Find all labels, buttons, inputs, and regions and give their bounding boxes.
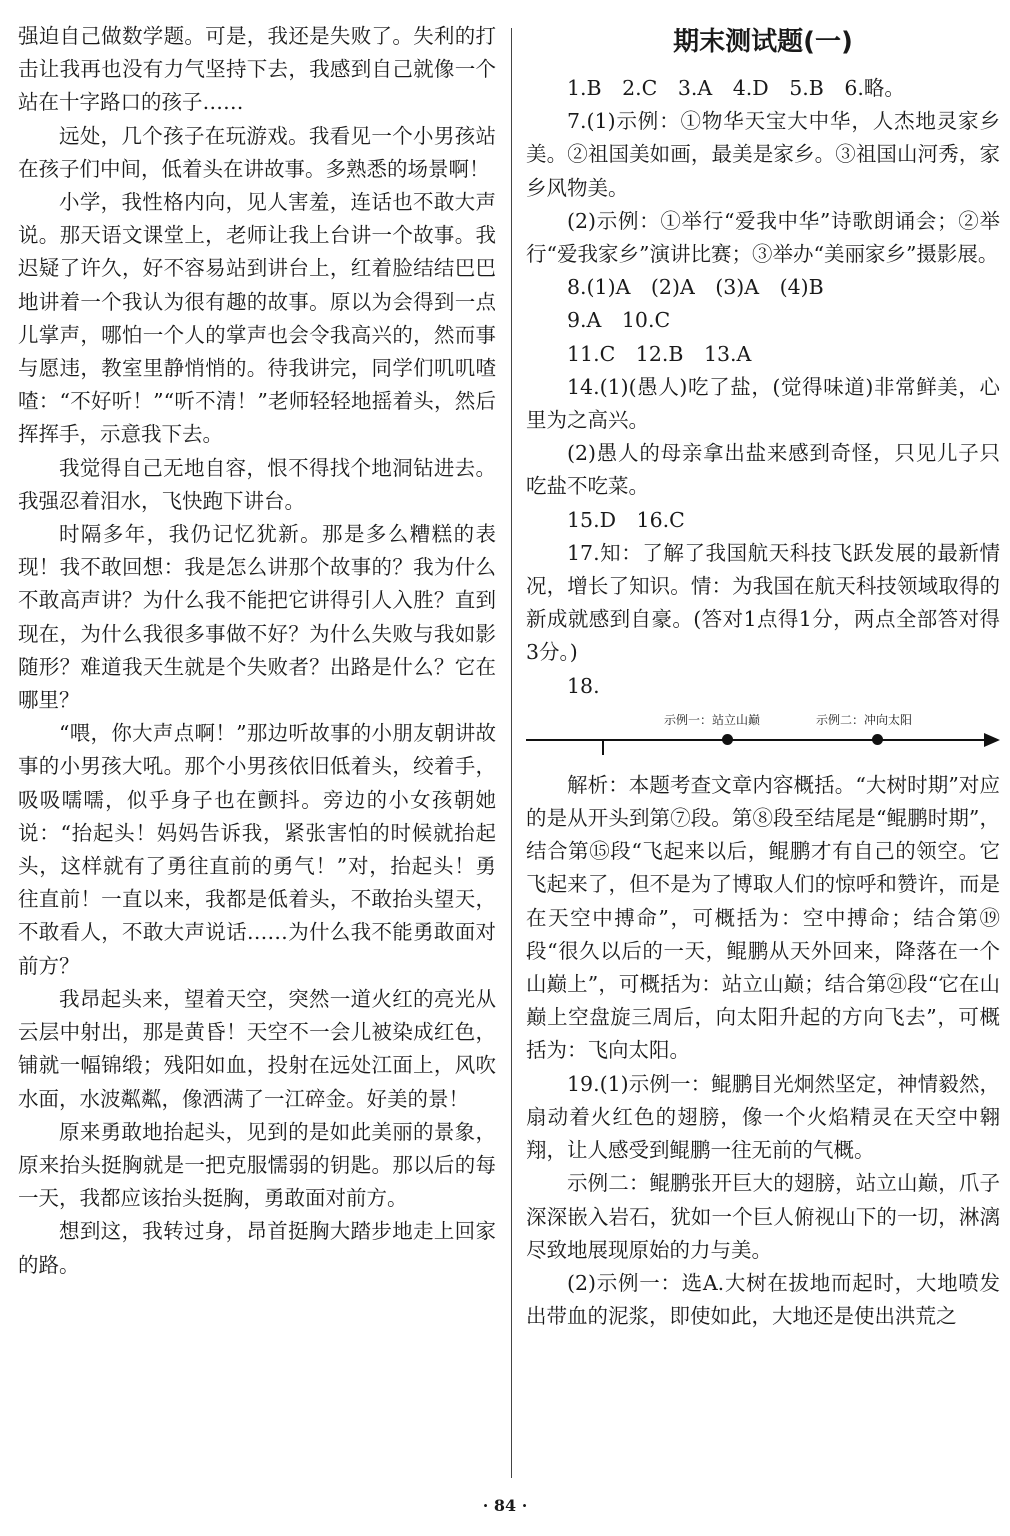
paragraph: 我昂起头来，望着天空，突然一道火红的亮光从云层中射出，那是黄昏！天空不一会儿被染成红色，铺就一幅锦缎；残阳如血，投射在远处江面上，风吹水面，水波粼粼，像洒满了一江碎金。好美的景！ [18,986,496,1111]
page-number: · 84 · [482,1496,528,1515]
paragraph: 原来勇敢地抬起头，见到的是如此美丽的景象，原来抬头挺胸就是一把克服懦弱的钥匙。那以后的每一天，我都应该抬头挺胸，勇敢面对前方。 [18,1119,496,1211]
paragraph: (2)愚人的母亲拿出盐来感到奇怪，只见儿子只吃盐不吃菜。 [526,441,1000,499]
column-divider [511,28,512,1478]
left-column [18,20,496,1282]
right-column [526,20,1000,1333]
paragraph: 19.(1)示例一：鲲鹏目光炯然坚定，神情毅然，扇动着火红色的翅膀，像一个火焰精灵在天空中翱翔，让人感受到鲲鹏一往无前的气概。 [526,1071,1000,1163]
paragraph: (2)示例一：选A.大树在拔地而起时，大地喷发出带血的泥浆，即使如此，大地还是使出洪荒之 [526,1270,1000,1329]
timeline-start-tick [602,739,604,755]
paragraph: 1.B 2.C 3.A 4.D 5.B 6.略。 [567,76,905,100]
paragraph: 18. [567,673,600,698]
paragraph: 小学，我性格内向，见人害羞，连话也不敢大声说。那天语文课堂上，老师让我上台讲一个故事。我迟疑了许久，好不容易站到讲台上，红着脸结结巴巴地讲着一个我认为很有趣的故事。原以为会得到一点儿掌声，哪怕一个人的掌声也会令我高兴的，然而事与愿违，教室里静悄悄的。待我讲完，同学们叽叽喳喳：“不好听！”“听不清！”老师轻轻地摇着头，然后挥挥手，示意我下去。 [18,190,496,447]
paragraph: 11.C 12.B 13.A [567,341,752,366]
timeline-label-two: 示例二：冲向太阳 [816,712,913,727]
section-title: 期末测试题(一) [673,27,853,57]
timeline-point-two [872,734,883,745]
paragraph: “喂，你大声点啊！”那边听故事的小朋友朝讲故事的小男孩大吼。那个小男孩依旧低着头，绞着手，吸吸嚅嚅，似乎身子也在颤抖。旁边的小女孩朝她说：“抬起头！妈妈告诉我，紧张害怕的时候就抬起头，这样就有了勇往直前的勇气！”对，抬起头！勇往直前！一直以来，我都是低着头，不敢抬头望天，不敢看人，不敢大声说话……为什么我不能勇敢面对前方？ [18,721,496,978]
paragraph: 我觉得自己无地自容，恨不得找个地洞钻进去。我强忍着泪水，飞快跑下讲台。 [18,455,496,513]
paragraph: 示例二：鲲鹏张开巨大的翅膀，站立山巅，爪子深深嵌入岩石，犹如一个巨人俯视山下的一切，淋漓尽致地展现原始的力与美。 [526,1171,1000,1262]
paragraph: 14.(1)(愚人)吃了盐，(觉得味道)非常鲜美，心里为之高兴。 [526,374,1000,433]
paragraph: 15.D 16.C [567,507,685,532]
timeline-label-one: 示例一：站立山巅 [664,712,761,727]
timeline-diagram [526,707,1000,759]
paragraph: 8.(1)A (2)A (3)A (4)B [567,275,824,300]
paragraph: 17.知：了解了我国航天科技飞跃发展的最新情况，增长了知识。情：为我国在航天科技领域取得的新成就感到自豪。(答对1点得1分，两点全部答对得3分。) [526,540,1000,665]
paragraph: 时隔多年，我仍记忆犹新。那是多么糟糕的表现！我不敢回想：我是怎么讲那个故事的？我为什么不敢高声讲？为什么我不能把它讲得引人入胜？直到现在，为什么我很多事做不好？为什么失败与我如影随形？难道我天生就是个失败者？出路是什么？它在哪里？ [18,522,496,713]
answers-part-one [526,72,1000,703]
timeline-axis [526,739,986,741]
paragraph: (2)示例：①举行“爱我中华”诗歌朗诵会；②举行“爱我家乡”演讲比赛；③举办“美丽家乡”摄影展。 [526,208,1000,267]
answers-part-two [526,769,1000,1333]
paragraph: 7.(1)示例：①物华天宝大中华，人杰地灵家乡美。②祖国美如画，最美是家乡。③祖国山河秀，家乡风物美。 [526,109,1000,200]
paragraph: 解析：本题考查文章内容概括。“大树时期”对应的是从开头到第⑦段。第⑧段至结尾是“鲲鹏时期”，结合第⑮段“飞起来以后，鲲鹏才有自己的领空。它飞起来了，但不是为了博取人们的惊呼和赞许，而是在天空中搏命”，可概括为：空中搏命；结合第⑲段“很久以后的一天，鲲鹏从天外回来，降落在一个山巅上”，可概括为：站立山巅；结合第㉑段“它在山巅上空盘旋三周后，向太阳升起的方向飞去”，可概括为：飞向太阳。 [526,772,1000,1063]
paragraph: 强迫自己做数学题。可是，我还是失败了。失利的打击让我再也没有力气坚持下去，我感到自己就像一个站在十字路口的孩子…… [18,24,496,115]
timeline-point-one [722,734,733,745]
timeline-arrowhead [984,733,1000,747]
paragraph: 远处，几个孩子在玩游戏。我看见一个小男孩站在孩子们中间，低着头在讲故事。多熟悉的场景啊！ [18,123,496,181]
paragraph: 9.A 10.C [567,308,671,333]
paragraph: 想到这，我转过身，昂首挺胸大踏步地走上回家的路。 [18,1219,496,1277]
